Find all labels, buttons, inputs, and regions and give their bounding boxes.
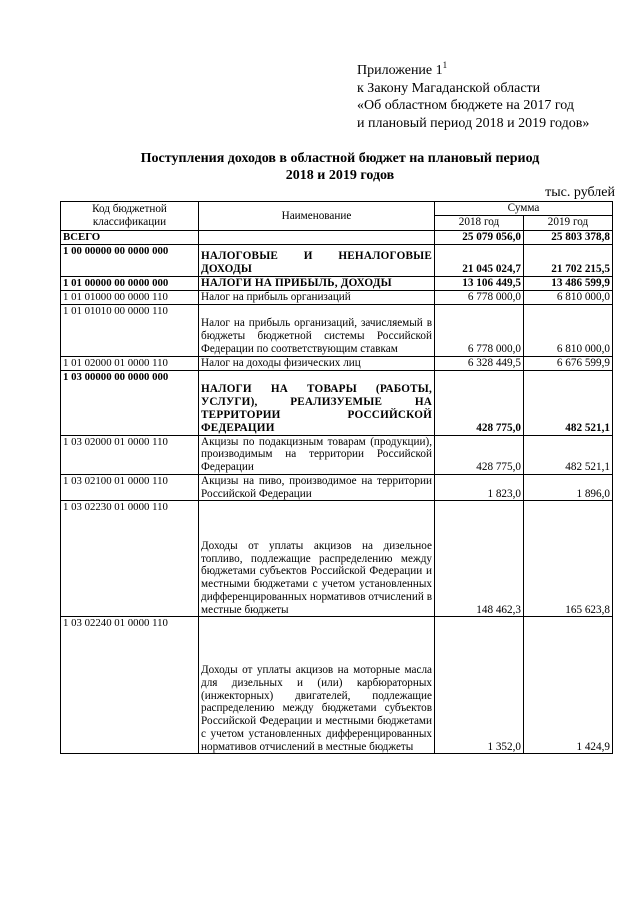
row-code: 1 03 02100 01 0000 110 bbox=[61, 474, 199, 501]
row-value-2019: 6 810 000,0 bbox=[524, 304, 613, 356]
title-line-1: Поступления доходов в областной бюджет на плановый период bbox=[140, 151, 540, 166]
table-row bbox=[61, 617, 613, 754]
appendix-line-3: «Об областном бюджете на 2017 год bbox=[357, 98, 574, 113]
row-value-2019: 482 521,1 bbox=[524, 435, 613, 474]
appendix-header bbox=[357, 62, 589, 132]
table-row bbox=[61, 304, 613, 356]
document-title bbox=[60, 150, 620, 184]
row-name: НАЛОГИ НА ПРИБЫЛЬ, ДОХОДЫ bbox=[199, 276, 435, 290]
row-value-2018: 6 778 000,0 bbox=[435, 290, 524, 304]
header-code: Код бюджетной классификации bbox=[61, 202, 199, 231]
title-line-2: 2018 и 2019 годов bbox=[285, 168, 395, 183]
table-row bbox=[61, 370, 613, 435]
row-name: Акцизы по подакцизным товарам (продукции), производимым на территории Российской Федерации bbox=[199, 435, 435, 474]
table-row bbox=[61, 290, 613, 304]
table-row bbox=[61, 435, 613, 474]
table-body bbox=[61, 230, 613, 754]
row-value-2018: 1 352,0 bbox=[435, 617, 524, 754]
row-value-2018: 21 045 024,7 bbox=[435, 244, 524, 276]
row-value-2018: 428 775,0 bbox=[435, 370, 524, 435]
header-sum: Сумма bbox=[435, 202, 613, 216]
row-value-2019: 21 702 215,5 bbox=[524, 244, 613, 276]
row-value-2019: 13 486 599,9 bbox=[524, 276, 613, 290]
row-value-2019: 1 424,9 bbox=[524, 617, 613, 754]
row-code: 1 03 02240 01 0000 110 bbox=[61, 617, 199, 754]
row-code: 1 01 02000 01 0000 110 bbox=[61, 356, 199, 370]
appendix-line-2: к Закону Магаданской области bbox=[357, 80, 541, 96]
row-value-2019: 6 810 000,0 bbox=[524, 290, 613, 304]
row-name bbox=[199, 230, 435, 244]
header-name: Наименование bbox=[199, 202, 435, 231]
header-year-2018: 2018 год bbox=[435, 215, 524, 230]
table-row bbox=[61, 244, 613, 276]
row-value-2019: 165 623,8 bbox=[524, 501, 613, 617]
units-label: тыс. рублей bbox=[545, 185, 615, 200]
row-code: ВСЕГО bbox=[61, 230, 199, 244]
row-name: НАЛОГОВЫЕ И НЕНАЛОГОВЫЕ ДОХОДЫ bbox=[199, 244, 435, 276]
appendix-line-1: Приложение $1^1$ bbox=[357, 60, 448, 78]
appendix-superscript: 1 bbox=[442, 60, 448, 70]
row-code: 1 00 00000 00 0000 000 bbox=[61, 244, 199, 276]
table-header-row bbox=[61, 202, 613, 216]
row-code: 1 03 02000 01 0000 110 bbox=[61, 435, 199, 474]
row-value-2018: 148 462,3 bbox=[435, 501, 524, 617]
row-value-2018: 428 775,0 bbox=[435, 435, 524, 474]
row-name: Доходы от уплаты акцизов на моторные масла для дизельных и (или) карбюраторных (инжекторных) двигателей, подлежащие распределению между бюджетами субъектов Российской Федерации и местными бюджетами с учетом установленных дифференцированных нормативов отчислений в местные бюджеты bbox=[199, 617, 435, 754]
row-name: Доходы от уплаты акцизов на дизельное топливо, подлежащие распределению между бюджетами субъектов Российской Федерации и местными бюджетами с учетом установленных дифференцированных нормативов отчислений в местные бюджеты bbox=[199, 501, 435, 617]
row-code: 1 03 00000 00 0000 000 bbox=[61, 370, 199, 435]
row-value-2018: 6 778 000,0 bbox=[435, 304, 524, 356]
row-code: 1 01 01010 00 0000 110 bbox=[61, 304, 199, 356]
table-row bbox=[61, 474, 613, 501]
row-value-2019: 1 896,0 bbox=[524, 474, 613, 501]
row-name: Акцизы на пиво, производимое на территории Российской Федерации bbox=[199, 474, 435, 501]
row-value-2018: 6 328 449,5 bbox=[435, 356, 524, 370]
table-row bbox=[61, 276, 613, 290]
row-name: Налог на прибыль организаций bbox=[199, 290, 435, 304]
row-name: Налог на доходы физических лиц bbox=[199, 356, 435, 370]
revenue-table bbox=[60, 201, 613, 754]
appendix-line-4: и плановый период 2018 и 2019 годов» bbox=[357, 115, 590, 131]
table-row bbox=[61, 356, 613, 370]
row-name: НАЛОГИ НА ТОВАРЫ (РАБОТЫ, УСЛУГИ), РЕАЛИЗУЕМЫЕ НА ТЕРРИТОРИИ РОССИЙСКОЙ ФЕДЕРАЦИИ bbox=[199, 370, 435, 435]
row-value-2019: 482 521,1 bbox=[524, 370, 613, 435]
row-code: 1 01 00000 00 0000 000 bbox=[61, 276, 199, 290]
row-code: 1 01 01000 00 0000 110 bbox=[61, 290, 199, 304]
row-name: Налог на прибыль организаций, зачисляемый в бюджеты бюджетной системы Российской Федерации по соответствующим ставкам bbox=[199, 304, 435, 356]
row-value-2019: 6 676 599,9 bbox=[524, 356, 613, 370]
row-value-2018: 25 079 056,0 bbox=[435, 230, 524, 244]
table-row bbox=[61, 501, 613, 617]
row-code: 1 03 02230 01 0000 110 bbox=[61, 501, 199, 617]
row-value-2018: 13 106 449,5 bbox=[435, 276, 524, 290]
table-row bbox=[61, 230, 613, 244]
row-value-2018: 1 823,0 bbox=[435, 474, 524, 501]
row-value-2019: 25 803 378,8 bbox=[524, 230, 613, 244]
header-year-2019: 2019 год bbox=[524, 215, 613, 230]
